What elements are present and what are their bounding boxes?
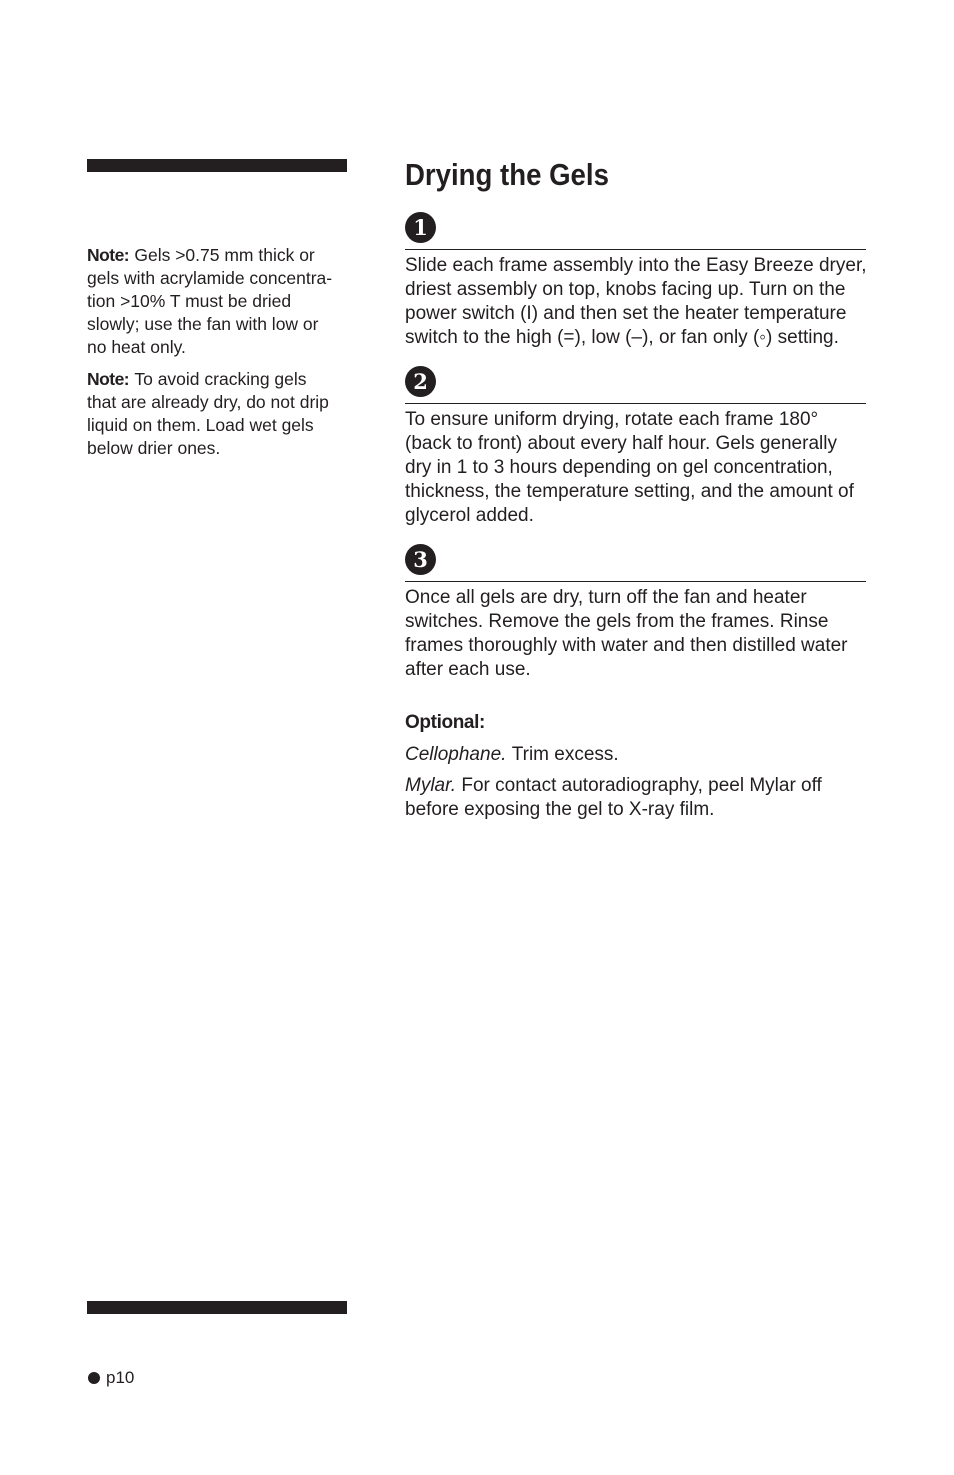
optional-term: Cellophane. (405, 744, 507, 765)
step-line: dry in 1 to 3 hours depending on gel concentration, (405, 457, 833, 478)
step-line: glycerol added. (405, 505, 534, 526)
optional-heading: Optional: (405, 712, 485, 733)
optional-line (405, 743, 867, 767)
step-text (405, 254, 867, 350)
step-line: (back to front) about every half hour. Gels generally (405, 433, 837, 454)
note-thick-gels (87, 244, 349, 359)
step-line: To ensure uniform drying, rotate each frame 180° (405, 409, 819, 430)
optional-item-mylar (405, 774, 867, 822)
step-line: Once all gels are dry, turn off the fan and heater (405, 587, 807, 608)
optional-items (405, 743, 867, 822)
note-avoid-cracking (87, 368, 349, 460)
step-1 (405, 212, 867, 350)
sidebar-top-rule (87, 159, 347, 172)
note-line: that are already dry, do not drip (87, 392, 329, 412)
step-3 (405, 544, 867, 682)
note-line: below drier ones. (87, 438, 221, 458)
page-number: p10 (106, 1368, 135, 1387)
step-line: thickness, the temperature setting, and the amount of (405, 481, 854, 502)
note-line: no heat only. (87, 337, 186, 357)
optional-text: For contact autoradiography, peel Mylar off (461, 775, 822, 796)
optional-term: Mylar. (405, 775, 457, 796)
step-line: switches. Remove the gels from the frames. Rinse (405, 611, 829, 632)
note-line (87, 368, 349, 391)
step-line: switch to the high (=), low (–), or fan only (◦) setting. (405, 327, 839, 348)
bullet-icon (88, 1372, 100, 1384)
step-number-badge: 2 (405, 366, 436, 397)
step-line: power switch (I) and then set the heater temperature (405, 303, 847, 324)
step-text (405, 586, 867, 682)
note-text: To avoid cracking gels (134, 369, 307, 389)
sidebar-notes (87, 244, 349, 460)
step-line: Slide each frame assembly into the Easy Breeze dryer, (405, 255, 867, 276)
step-line: after each use. (405, 659, 531, 680)
step-2 (405, 366, 867, 528)
optional-line (405, 774, 867, 798)
step-number-badge: 3 (405, 544, 436, 575)
step-text (405, 408, 867, 528)
optional-item-cellophane (405, 743, 867, 767)
step-divider (405, 581, 866, 582)
note-line: tion >10% T must be dried (87, 291, 292, 311)
note-line: slowly; use the fan with low or (87, 314, 319, 334)
main-column (405, 157, 867, 822)
step-line: frames thoroughly with water and then distilled water (405, 635, 848, 656)
note-line: gels with acrylamide concentra- (87, 268, 333, 288)
sidebar-bottom-rule (87, 1301, 347, 1314)
note-line (87, 244, 349, 267)
optional-line: before exposing the gel to X-ray film. (405, 799, 715, 820)
note-label: Note: (87, 369, 130, 389)
step-line: driest assembly on top, knobs facing up. Turn on the (405, 279, 846, 300)
step-divider (405, 403, 866, 404)
optional-section (405, 711, 867, 822)
note-line: liquid on them. Load wet gels (87, 415, 314, 435)
title-container (405, 157, 867, 193)
step-number-badge: 1 (405, 212, 436, 243)
note-label: Note: (87, 245, 130, 265)
step-divider (405, 249, 866, 250)
note-text: Gels >0.75 mm thick or (134, 245, 315, 265)
page-title: Drying the Gels (405, 157, 609, 192)
optional-text: Trim excess. (511, 744, 619, 765)
